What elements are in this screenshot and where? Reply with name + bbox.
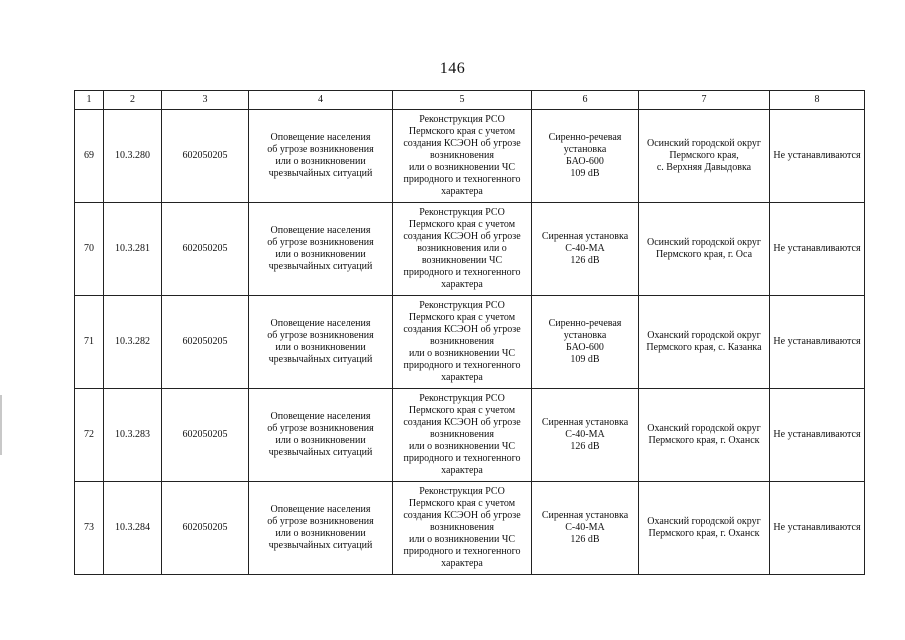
row-id: 602050205	[162, 296, 249, 389]
row-number: 69	[75, 110, 104, 203]
row-code: 10.3.282	[104, 296, 162, 389]
row-restrictions: Не устанавливаются	[770, 296, 865, 389]
row-code: 10.3.283	[104, 389, 162, 482]
row-equipment: Сиренная установка С-40-МА 126 dB	[532, 482, 639, 575]
row-id: 602050205	[162, 110, 249, 203]
row-equipment: Сиренная установка С-40-МА 126 dB	[532, 203, 639, 296]
row-purpose: Оповещение населения об угрозе возникновения или о возникновении чрезвычайных ситуаций	[249, 203, 393, 296]
row-id: 602050205	[162, 389, 249, 482]
column-header: 2	[104, 91, 162, 110]
table-row	[75, 482, 865, 575]
register-table	[74, 90, 865, 575]
row-number: 71	[75, 296, 104, 389]
row-number: 72	[75, 389, 104, 482]
row-restrictions: Не устанавливаются	[770, 389, 865, 482]
row-id: 602050205	[162, 203, 249, 296]
row-location: Оханский городской округ Пермского края, г. Оханск	[639, 482, 770, 575]
row-number: 70	[75, 203, 104, 296]
column-header: 4	[249, 91, 393, 110]
row-restrictions: Не устанавливаются	[770, 110, 865, 203]
row-restrictions: Не устанавливаются	[770, 203, 865, 296]
scan-edge-mark	[0, 395, 2, 455]
row-project: Реконструкция РСО Пермского края с учетом создания КСЭОН об угрозе возникновения или о возникновении ЧС природного и техногенного характера	[393, 389, 532, 482]
column-header: 8	[770, 91, 865, 110]
row-purpose: Оповещение населения об угрозе возникновения или о возникновении чрезвычайных ситуаций	[249, 296, 393, 389]
row-location: Осинский городской округ Пермского края, г. Оса	[639, 203, 770, 296]
row-purpose: Оповещение населения об угрозе возникновения или о возникновении чрезвычайных ситуаций	[249, 389, 393, 482]
column-header: 1	[75, 91, 104, 110]
row-project: Реконструкция РСО Пермского края с учетом создания КСЭОН об угрозе возникновения или о возникновении ЧС природного и техногенного характера	[393, 110, 532, 203]
header-row	[75, 91, 865, 110]
table-row	[75, 389, 865, 482]
column-header: 5	[393, 91, 532, 110]
table-row	[75, 110, 865, 203]
row-number: 73	[75, 482, 104, 575]
page-number: 146	[439, 60, 466, 77]
row-location: Оханский городской округ Пермского края, с. Казанка	[639, 296, 770, 389]
table-row	[75, 203, 865, 296]
row-purpose: Оповещение населения об угрозе возникновения или о возникновении чрезвычайных ситуаций	[249, 482, 393, 575]
table-row	[75, 296, 865, 389]
row-project: Реконструкция РСО Пермского края с учетом создания КСЭОН об угрозе возникновения или о возникновении ЧС природного и техногенного характера	[393, 203, 532, 296]
row-location: Осинский городской округ Пермского края, с. Верхняя Давыдовка	[639, 110, 770, 203]
row-restrictions: Не устанавливаются	[770, 482, 865, 575]
row-purpose: Оповещение населения об угрозе возникновения или о возникновении чрезвычайных ситуаций	[249, 110, 393, 203]
row-code: 10.3.280	[104, 110, 162, 203]
column-header: 7	[639, 91, 770, 110]
row-equipment: Сиренно-речевая установка БАО-600 109 dB	[532, 296, 639, 389]
row-equipment: Сиренная установка С-40-МА 126 dB	[532, 389, 639, 482]
row-id: 602050205	[162, 482, 249, 575]
column-header: 6	[532, 91, 639, 110]
row-code: 10.3.281	[104, 203, 162, 296]
column-header: 3	[162, 91, 249, 110]
row-project: Реконструкция РСО Пермского края с учетом создания КСЭОН об угрозе возникновения или о возникновении ЧС природного и техногенного характера	[393, 296, 532, 389]
row-location: Оханский городской округ Пермского края, г. Оханск	[639, 389, 770, 482]
row-project: Реконструкция РСО Пермского края с учетом создания КСЭОН об угрозе возникновения или о возникновении ЧС природного и техногенного характера	[393, 482, 532, 575]
row-equipment: Сиренно-речевая установка БАО-600 109 dB	[532, 110, 639, 203]
row-code: 10.3.284	[104, 482, 162, 575]
